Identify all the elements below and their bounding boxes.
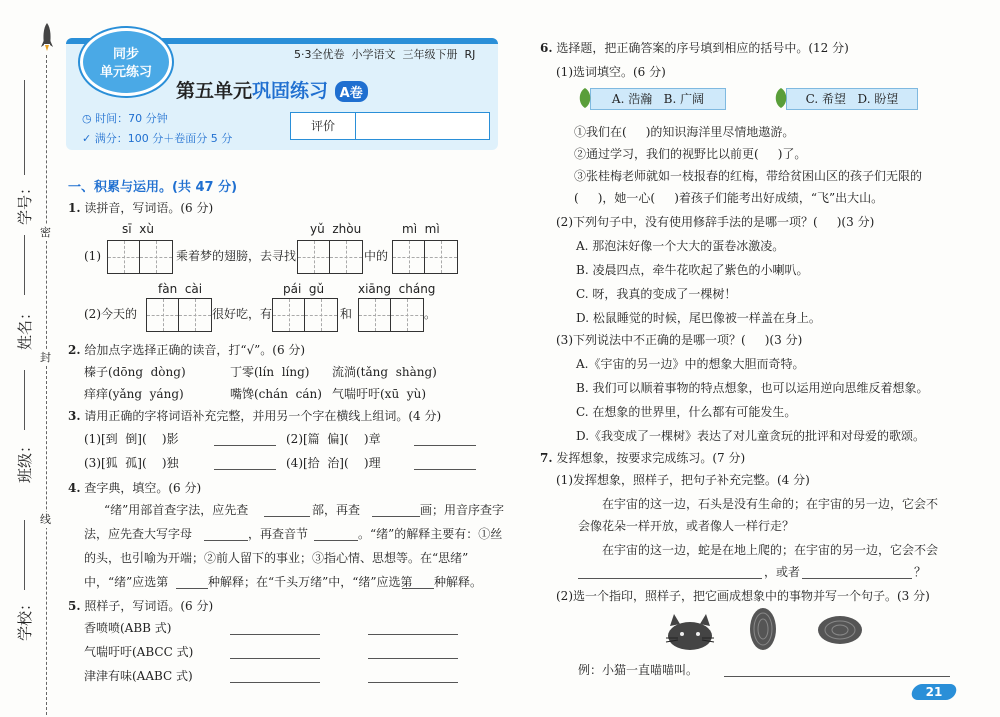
evaluation-box[interactable]: 评价 — [290, 112, 490, 140]
answer-grid-3[interactable] — [392, 240, 458, 274]
q5-answer-line[interactable] — [368, 658, 458, 659]
q6-sub2: (2)下列句子中，没有使用修辞手法的是哪一项？( )(3 分) — [556, 215, 875, 229]
q7-prompt: 7. 发挥想象，按要求完成练习。(7 分) — [540, 451, 746, 465]
q6-sub3: (3)下列说法中不正确的是哪一项？( )(3 分) — [556, 333, 803, 347]
q7-paragraph-2: 会像花朵一样开放，或者像人一样行走？ — [578, 519, 795, 533]
q6-sentence-3a: ③张桂梅老师就如一枝报春的红梅，带给贫困山区的孩子们无限的 — [574, 169, 923, 183]
check-circle-icon: ✓ — [82, 132, 92, 145]
q5-answer-line[interactable] — [230, 658, 320, 659]
q1-line2-text-b: 很好吃，有 — [212, 307, 273, 321]
page-title: 第五单元巩固练习 A卷 — [176, 76, 368, 103]
class-field[interactable]: 班级： — [14, 370, 34, 520]
binding-mark-mi: 密 — [40, 226, 51, 239]
answer-grid-6[interactable] — [358, 298, 424, 332]
q7-answer-line-3[interactable] — [724, 676, 950, 677]
q7-paragraph-4b: ？ — [914, 565, 927, 579]
fingerprint-image — [816, 614, 864, 646]
rocket-icon — [40, 22, 54, 52]
q2-prompt: 2. 给加点字选择正确的读音，打“√”。(6 分) — [68, 343, 306, 357]
leaf-decoration-icon — [772, 86, 790, 110]
q3-item: (3)[狐 孤]( )独 — [84, 456, 179, 470]
q6-option[interactable]: B. 凌晨四点，牵牛花吹起了紫色的小喇叭。 — [576, 263, 809, 277]
q6-option[interactable]: B. 我们可以顺着事物的特点想象，也可以运用逆向思维反着想象。 — [576, 381, 929, 395]
q2-option[interactable]: 痒痒(yǎng yáng) — [84, 387, 184, 401]
q6-sentence-2: ②通过学习，我们的视野比以前更( )了。 — [574, 147, 807, 161]
time-info: ◷ 时间：70 分钟 — [82, 112, 168, 125]
q5-item: 气喘吁吁(ABCC 式) — [84, 645, 194, 659]
q3-answer-line[interactable] — [214, 469, 276, 470]
cat-fingerprint-image — [664, 612, 716, 652]
q5-item: 香喷喷(ABB 式) — [84, 621, 172, 635]
q1-line2-text-c: 和 — [340, 307, 353, 321]
q5-answer-line[interactable] — [368, 634, 458, 635]
q7-sub2: (2)选一个指印，照样子，把它画成想象中的事物并写一个句子。(3 分) — [556, 589, 930, 603]
series-info: 5·3全优卷 小学语文 三年级下册 RJ — [294, 48, 476, 61]
answer-grid-1[interactable] — [107, 240, 173, 274]
q2-option[interactable]: 丁零(lín líng) — [230, 365, 310, 379]
q4-blank-strokes[interactable] — [372, 516, 420, 517]
q7-paragraph-3: 在宇宙的这一边，蛇是在地上爬的；在宇宙的另一边，它会不会 — [602, 543, 939, 557]
q6-option[interactable]: C. 呀，我真的变成了一棵树！ — [576, 287, 737, 301]
q4-text-b: 部，再查 — [312, 503, 361, 517]
leaf-decoration-icon — [576, 86, 594, 110]
score-info: ✓ 满分：100 分＋卷面分 5 分 — [82, 132, 233, 145]
q7-paragraph-1: 在宇宙的这一边，石头是没有生命的；在宇宙的另一边，它会不 — [602, 497, 939, 511]
q4-text-f: 。“绪”的解释主要有：①丝 — [358, 527, 503, 541]
q4-text-c: 画；用音序查字 — [420, 503, 505, 517]
pinyin-2: yǔ zhòu — [310, 222, 362, 236]
answer-grid-4[interactable] — [146, 298, 212, 332]
word-choice-box-1: A. 浩瀚 B. 广阔 — [590, 88, 726, 110]
header-banner — [66, 38, 498, 150]
answer-grid-5[interactable] — [272, 298, 338, 332]
q4-text-d: 法，应先查大写字母 — [84, 527, 193, 541]
q1-line2-text-a: (2)今天的 — [84, 307, 137, 321]
q3-item: (2)[篇 偏]( )章 — [286, 432, 381, 446]
pinyin-1: sī xù — [122, 222, 154, 236]
q7-paragraph-4a: ，或者 — [764, 565, 801, 579]
student-id-field[interactable]: 学号： — [14, 80, 34, 230]
school-field[interactable]: 学校： — [14, 520, 34, 710]
section-1-heading: 一、积累与运用。(共 47 分) — [68, 180, 238, 195]
pinyin-6: xiāng cháng — [358, 282, 436, 296]
q6-sentence-3b: ( )，她一心( )着孩子们能考出好成绩，“飞”出大山。 — [574, 191, 884, 205]
q2-option[interactable]: 嘴馋(chán cán) — [230, 387, 322, 401]
q2-option[interactable]: 榛子(dōng dòng) — [84, 365, 186, 379]
q6-option[interactable]: D.《我变成了一棵树》表达了对儿童贪玩的批评和对母爱的歌颂。 — [576, 429, 926, 443]
q4-text-a: “绪”用部首查字法，应先查 — [104, 503, 249, 517]
q6-option[interactable]: D. 松鼠睡觉的时候，尾巴像被一样盖在身上。 — [576, 311, 821, 325]
q5-answer-line[interactable] — [230, 682, 320, 683]
q4-text-i: 种解释；在“千头万绪”中，“绪”应选第 — [208, 575, 413, 589]
q5-answer-line[interactable] — [230, 634, 320, 635]
q4-blank-meaning-1[interactable] — [176, 588, 208, 589]
answer-grid-2[interactable] — [297, 240, 363, 274]
q3-item: (4)[拾 治]( )理 — [286, 456, 381, 470]
q7-example: 例：小猫一直喵喵叫。 — [578, 663, 699, 677]
q4-text-e: ，再查音节 — [248, 527, 309, 541]
q1-prompt: 1. 读拼音，写词语。(6 分) — [68, 201, 214, 215]
q6-option[interactable]: C. 在想象的世界里，什么都有可能发生。 — [576, 405, 797, 419]
pinyin-3: mì mì — [402, 222, 440, 236]
q7-sub1: (1)发挥想象，照样子，把句子补充完整。(4 分) — [556, 473, 810, 487]
q1-line1-text-c: 中的 — [364, 249, 389, 263]
pinyin-4: fàn cài — [158, 282, 203, 296]
q4-prompt: 4. 查字典，填空。(6 分) — [68, 481, 202, 495]
q6-option[interactable]: A. 那泡沫好像一个大大的蛋卷冰激凌。 — [576, 239, 785, 253]
word-choice-box-2: C. 希望 D. 盼望 — [786, 88, 918, 110]
q6-prompt: 6. 选择题，把正确答案的序号填到相应的括号中。(12 分) — [540, 41, 849, 55]
q7-answer-line-2[interactable] — [802, 578, 912, 579]
unit-badge: 同步 单元练习 — [80, 28, 172, 96]
q1-line1-label: (1) — [84, 249, 101, 263]
name-field[interactable]: 姓名： — [14, 235, 34, 385]
q4-text-g: 的头，也引喻为开端；②前人留下的事业；③指心情、思想等。在“思绪” — [84, 551, 469, 565]
q4-blank-meaning-2[interactable] — [402, 588, 434, 589]
q1-line2-text-d: 。 — [424, 307, 437, 321]
q4-text-j: 种解释。 — [434, 575, 483, 589]
q4-blank-radical[interactable] — [264, 516, 310, 517]
q7-answer-line-1[interactable] — [578, 578, 762, 579]
binding-mark-xian: 线 — [40, 513, 51, 526]
q5-item: 津津有味(AABC 式) — [84, 669, 193, 683]
q4-text-h: 中，“绪”应选第 — [84, 575, 169, 589]
page-number-badge — [912, 680, 958, 702]
q3-prompt: 3. 请用正确的字将词语补充完整，并用另一个字在横线上组词。(4 分) — [68, 409, 442, 423]
fingerprint-image — [748, 606, 778, 652]
q6-option[interactable]: A.《宇宙的另一边》中的想象大胆而奇特。 — [576, 357, 805, 371]
binding-mark-feng: 封 — [40, 351, 51, 364]
pinyin-5: pái gǔ — [283, 282, 325, 296]
q3-item: (1)[到 倒]( )影 — [84, 432, 179, 446]
q2-option[interactable]: 气喘吁吁(xū yù) — [332, 387, 426, 401]
page-number: 21 — [925, 685, 943, 699]
title-tag: A卷 — [335, 81, 368, 102]
q3-answer-line[interactable] — [214, 445, 276, 446]
binding-strip — [0, 0, 60, 717]
q6-sentence-1: ①我们在( )的知识海洋里尽情地遨游。 — [574, 125, 795, 139]
q6-sub1: (1)选词填空。(6 分) — [556, 65, 666, 79]
clock-icon: ◷ — [82, 112, 92, 125]
q3-answer-line[interactable] — [414, 469, 476, 470]
q5-prompt: 5. 照样子，写词语。(6 分) — [68, 599, 214, 613]
q4-blank-letter[interactable] — [204, 540, 248, 541]
binding-dotted-line — [46, 55, 47, 715]
q4-blank-syllable[interactable] — [314, 540, 358, 541]
q5-answer-line[interactable] — [368, 682, 458, 683]
q1-line1-text-b: 乘着梦的翅膀，去寻找 — [176, 249, 297, 263]
q2-option[interactable]: 流淌(tǎng shàng) — [332, 365, 437, 379]
q3-answer-line[interactable] — [414, 445, 476, 446]
